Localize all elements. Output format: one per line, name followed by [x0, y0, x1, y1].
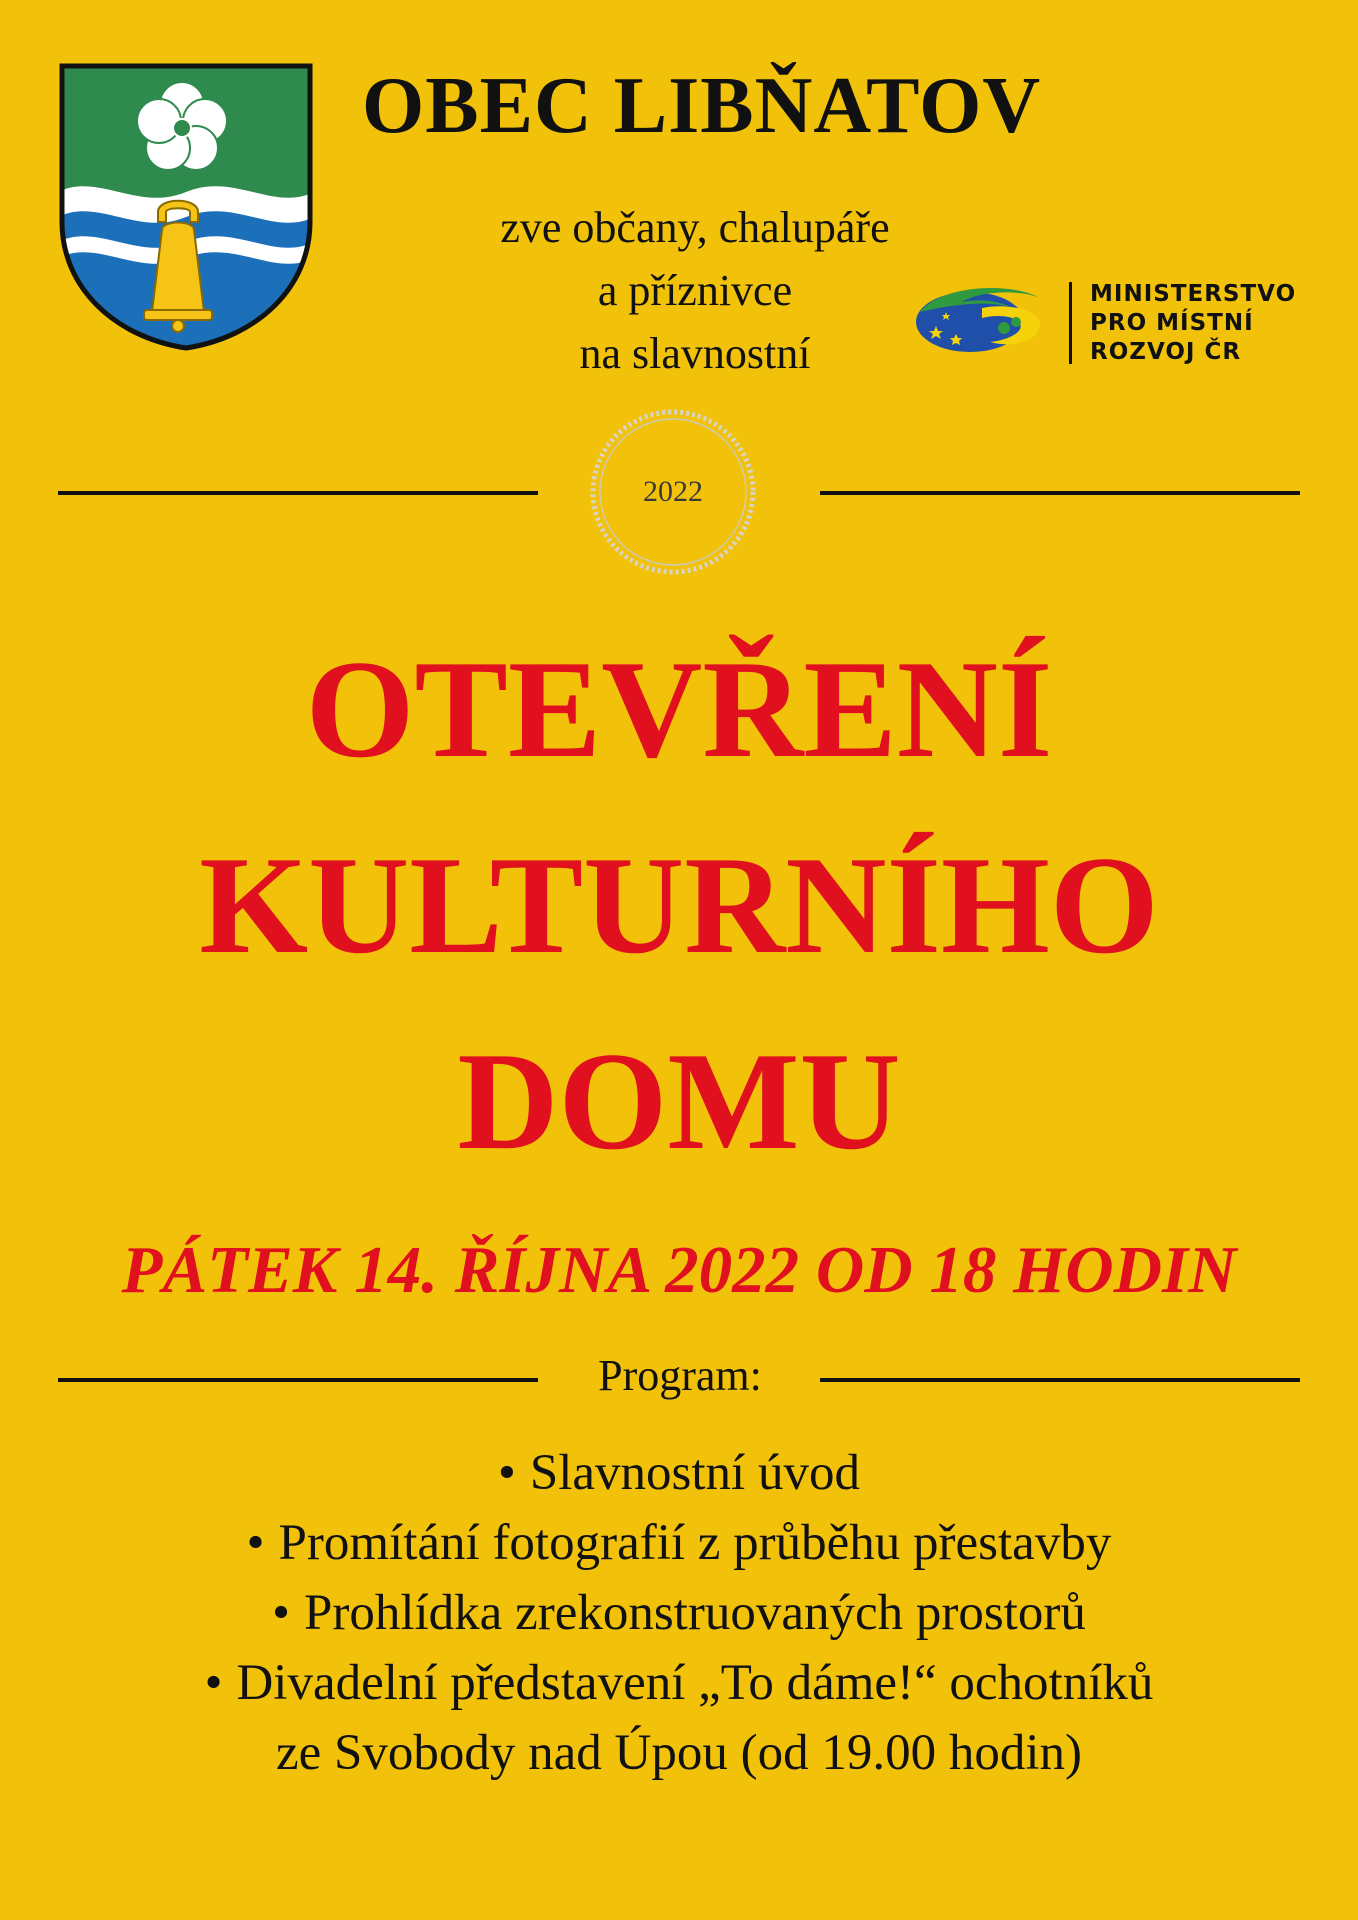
program-item-text: Promítání fotografií z průběhu přestavby [278, 1515, 1112, 1571]
event-date: PÁTEK 14. ŘÍJNA 2022 OD 18 HODIN [121, 1233, 1237, 1307]
program-item [0, 1648, 1358, 1718]
ministry-separator [1069, 282, 1072, 364]
municipality-title: OBEC LIBŇATOV [362, 62, 1042, 150]
program-item-text: Prohlídka zrekonstruovaných prostorů [304, 1585, 1086, 1641]
headline-line: OTEVŘENÍ [305, 632, 1053, 787]
program-label: Program: [598, 1351, 762, 1400]
program-item [0, 1508, 1358, 1578]
headline-line: KULTURNÍHO [199, 828, 1159, 983]
invitation-line: zve občany, chalupáře [500, 203, 890, 252]
event-headline [0, 612, 1358, 1200]
coat-of-arms-icon [58, 62, 314, 352]
program-item-text: Slavnostní úvod [529, 1445, 860, 1501]
ministry-name [1090, 280, 1340, 367]
invitation-text [420, 196, 970, 385]
invitation-line: a příznivce [597, 266, 793, 315]
divider-right-program [820, 1378, 1300, 1382]
bullet-icon: • [204, 1655, 223, 1711]
bullet-icon: • [272, 1585, 290, 1641]
headline-line: DOMU [457, 1024, 901, 1179]
divider-left-top [58, 491, 538, 495]
program-item-text: Divadelní představení „To dáme!“ ochotníků [236, 1655, 1154, 1711]
program-list [0, 1438, 1358, 1788]
program-item-continuation: ze Svobody nad Úpou (od 19.00 hodin) [276, 1725, 1082, 1781]
ministry-line: MINISTERSTVO [1090, 281, 1297, 307]
bullet-icon: • [246, 1515, 265, 1571]
invitation-line: na slavnostní [579, 329, 811, 378]
bullet-icon: • [498, 1445, 516, 1501]
seal-year: 2022 [643, 475, 703, 508]
ministry-line: ROZVOJ ČR [1090, 339, 1242, 365]
divider-right-top [820, 491, 1300, 495]
divider-left-program [58, 1378, 538, 1382]
program-item [0, 1578, 1358, 1648]
ministry-line: PRO MÍSTNÍ [1090, 310, 1254, 336]
ministry-logo-icon [912, 282, 1052, 372]
program-item [0, 1438, 1358, 1508]
